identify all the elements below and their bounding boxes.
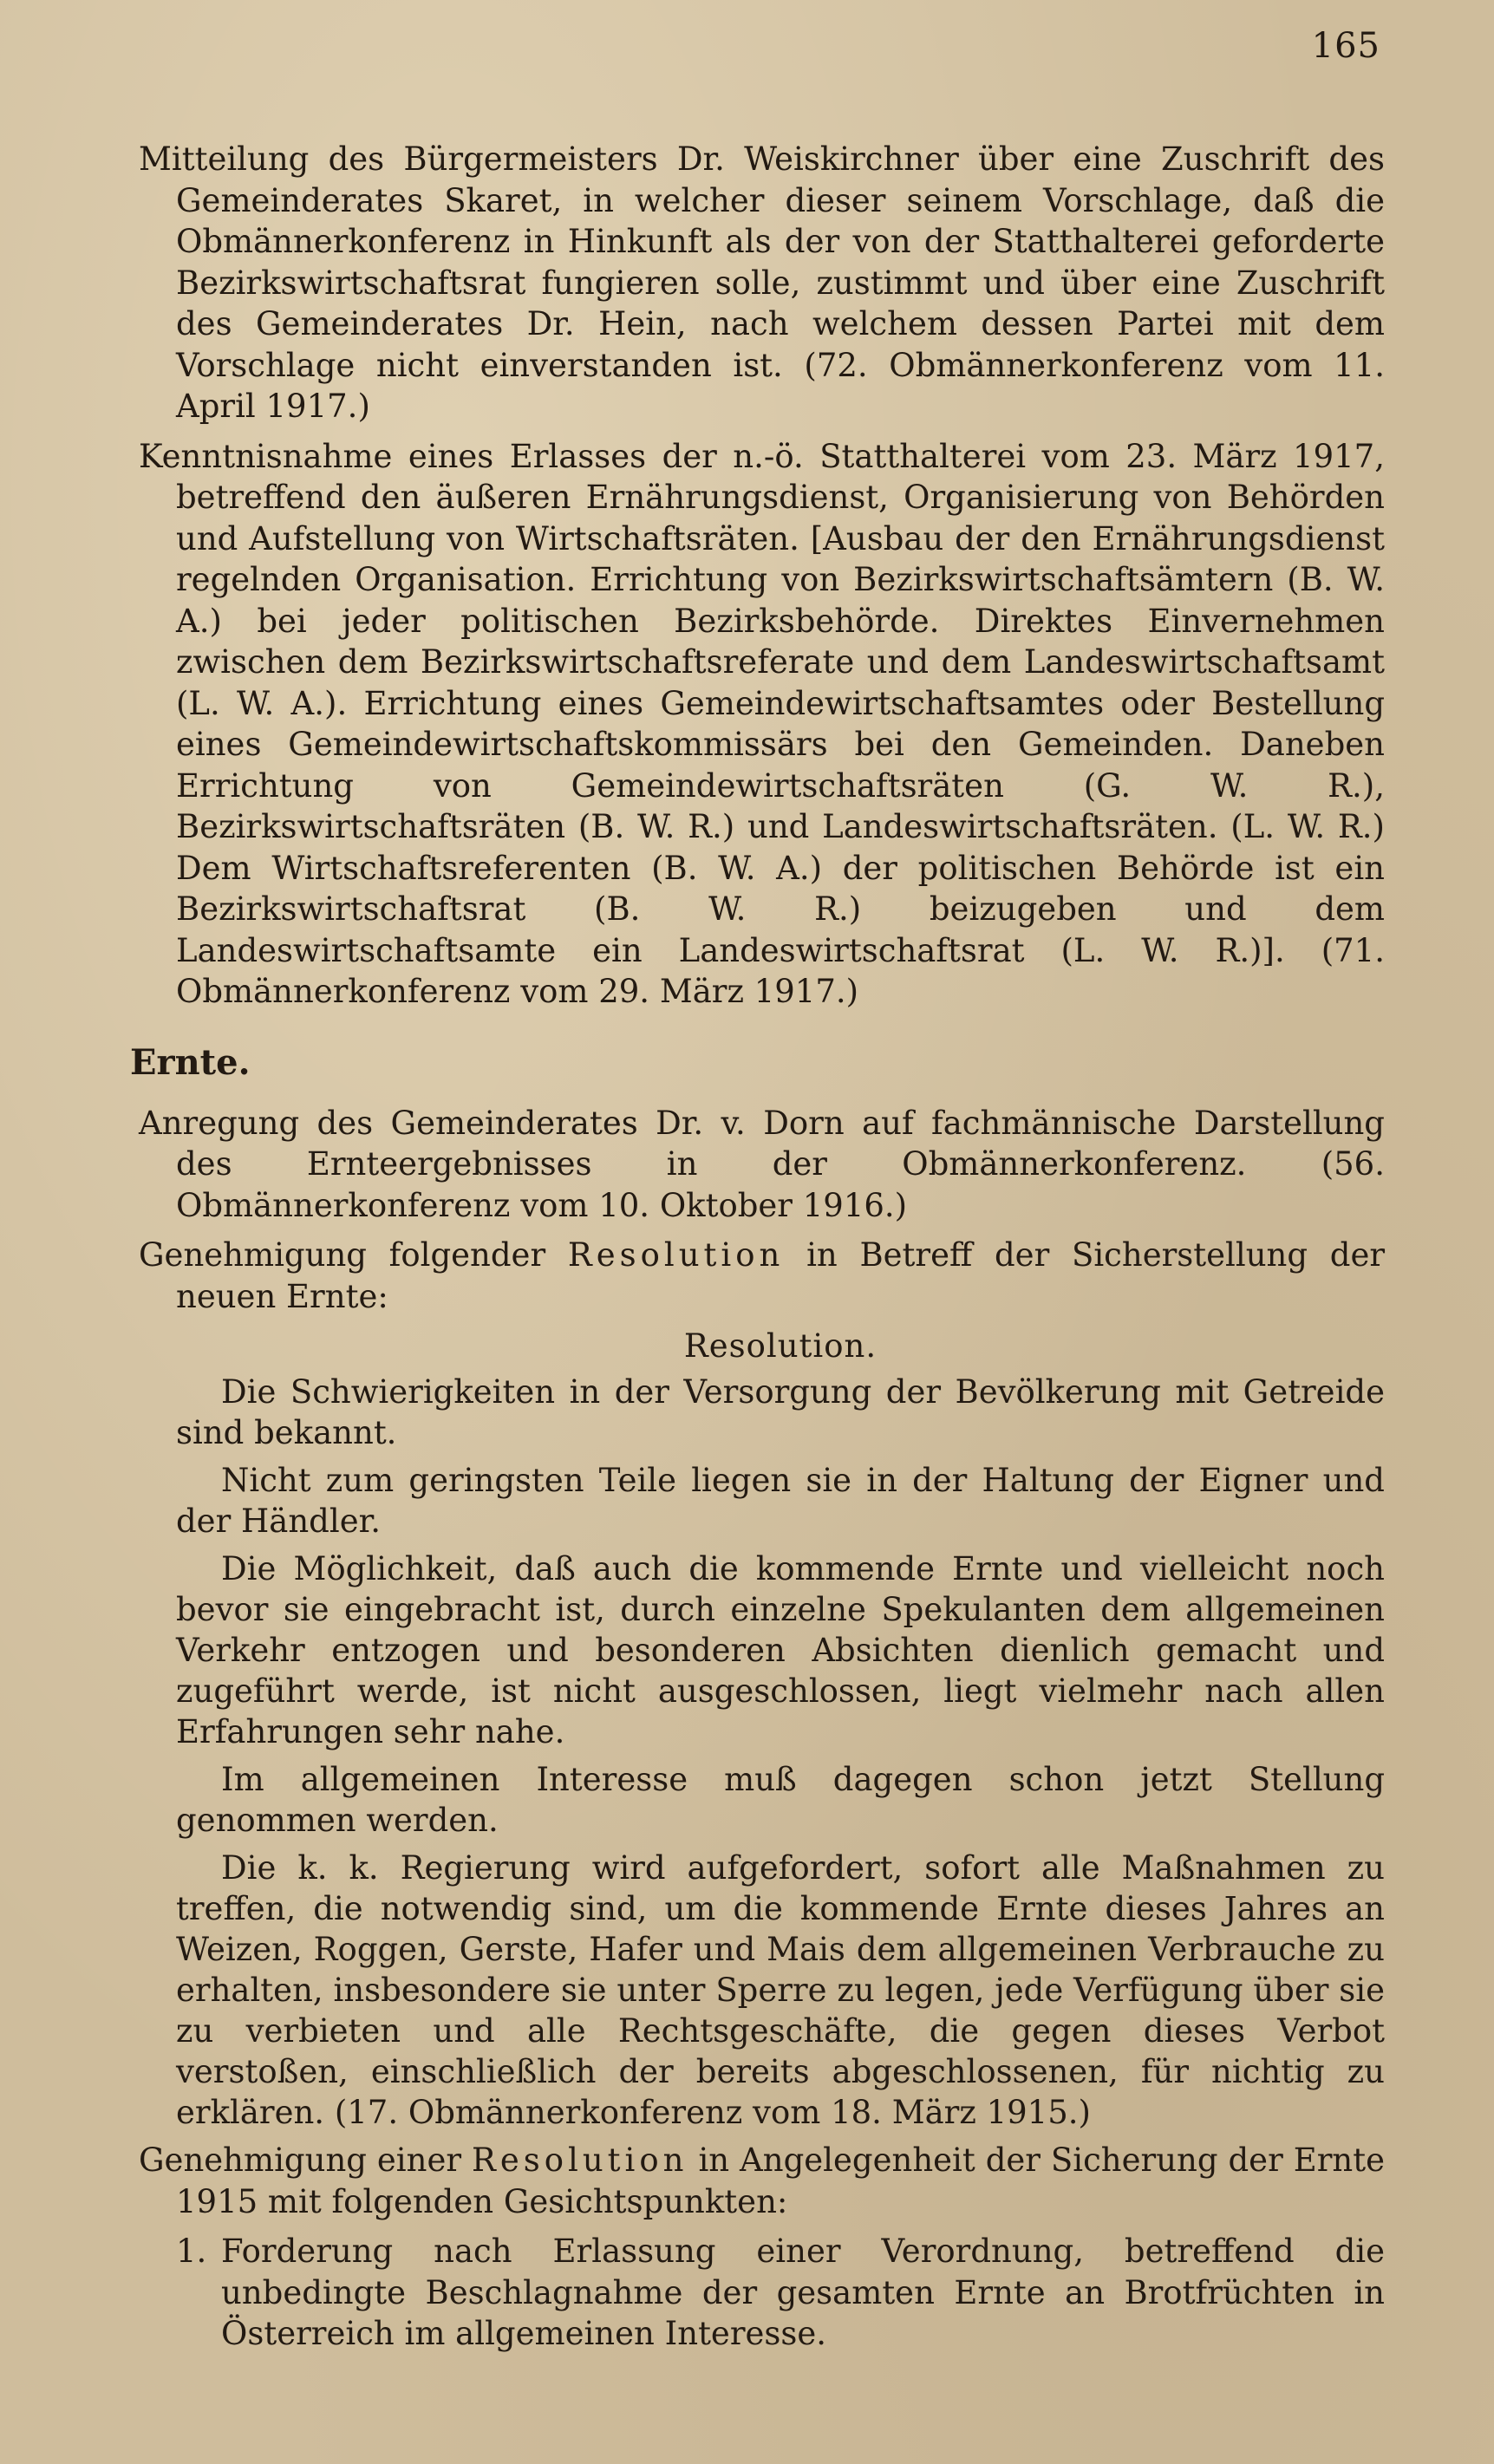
resolution-paragraph: Die Schwierigkeiten in der Versorgung der Bevölkerung mit Getreide sind bekannt.: [176, 1373, 1385, 1451]
entry-rest: in Betreff der Sicherstellung der neuen Ernte:: [176, 1236, 1386, 1315]
resolution-title: Resolution.: [683, 1327, 877, 1365]
entry-anregung: Anregung des Gemeinderates Dr. v. Dorn auf fachmännische Darstellung des Ernteergebnisses in der Obmännerkonferenz. (56. Obmännerkonferenz vom 10. Oktober 1916.): [139, 1104, 1385, 1224]
numbered-item: [139, 2231, 1385, 2355]
resolution-paragraph: Die Möglichkeit, daß auch die kommende Ernte und vielleicht noch bevor sie eingebracht ist, durch einzelne Spekulanten dem allgemeinen Verkehr entzogen und besonderen Absichten dienlich gemacht und zugeführt werde, ist nicht ausgeschlossen, liegt vielmehr nach allen Erfahrungen sehr nahe.: [176, 1550, 1385, 1750]
entry-genehmigung-ernte-1915: [139, 2140, 1385, 2222]
page-number: 165: [1311, 26, 1380, 66]
entry-rest: in Angelegenheit der Sicherung der Ernte 1915 mit folgenden Gesichtspunkten:: [176, 2141, 1385, 2220]
numbered-item-text: Forderung nach Erlassung einer Verordnung, betreffend die unbedingte Beschlagnahme der gesamten Ernte an Brotfrüchten in Österreich im allgemeinen Interesse.: [221, 2233, 1385, 2352]
section-heading: Ernte.: [130, 1041, 251, 1083]
text-column: [130, 139, 1386, 2355]
entry-kenntnisnahme: Kenntnisnahme eines Erlasses der n.-ö. Statthalterei vom 23. März 1917, betreffend den äußeren Ernährungsdienst, Organisierung von Behörden und Aufstellung von Wirtschaftsräten. [Ausbau der den Ernährungsdienst regelnden Organisation. Errichtung von Bezirkswirtschaftsämtern (B. W. A.) bei jeder politischen Bezirksbehörde. Direktes Einvernehmen zwischen dem Bezirkswirtschaftsreferate und dem Landeswirtschaftsamt (L. W. A.). Errichtung eines Gemeindewirtschaftsamtes oder Bestellung eines Gemeindewirtschaftskommissärs bei den Gemeinden. Daneben Errichtung von Gemeindewirtschaftsräten (G. W. R.), Bezirkswirtschaftsräten (B. W. R.) und Landeswirtschaftsräten. (L. W. R.) Dem Wirtschaftsreferenten (B. W. A.) der politischen Behörde ist ein Bezirkswirtschaftsrat (B. W. R.) beizugeben und dem Landeswirtschaftsamte ein Landeswirtschaftsrat (L. W. R.)]. (71. Obmännerkonferenz vom 29. März 1917.): [139, 437, 1385, 1010]
resolution-paragraph: Die k. k. Regierung wird aufgefordert, sofort alle Maßnahmen zu treffen, die notwendig sind, um die kommende Ernte dieses Jahres an Weizen, Roggen, Gerste, Hafer und Mais dem allgemeinen Verbrauche zu erhalten, insbesondere sie unter Sperre zu legen, jede Verfügung über sie zu verbieten und alle Rechtsgeschäfte, die gegen dieses Verbot verstoßen, einschließlich der bereits abgeschlossenen, für nichtig zu erklären. (17. Obmännerkonferenz vom 18. März 1915.): [176, 1849, 1385, 2131]
resolution-paragraph: Nicht zum geringsten Teile liegen sie in der Haltung der Eigner und der Händler.: [176, 1462, 1385, 1540]
entry-lead: Genehmigung folgender: [139, 1236, 546, 1274]
resolution-block: [139, 1326, 1385, 2133]
entry-genehmigung-resolution: [139, 1235, 1385, 1317]
numbered-item-number: 1.: [176, 2233, 207, 2270]
entry-lead: Genehmigung einer: [139, 2141, 462, 2179]
resolution-paragraph: Im allgemeinen Interesse muß dagegen schon jetzt Stellung genommen werden.: [176, 1761, 1385, 1839]
entry-mitteilung: Mitteilung des Bürgermeisters Dr. Weiskirchner über eine Zuschrift des Gemeinderates Skaret, in welcher dieser seinem Vorschlage, daß die Obmännerkonferenz in Hinkunft als der von der Statthalterei geforderte Bezirkswirtschaftsrat fungieren solle, zustimmt und über eine Zuschrift des Gemeinderates Dr. Hein, nach welchem dessen Partei mit dem Vorschlage nicht einverstanden ist. (72. Obmännerkonferenz vom 11. April 1917.): [139, 140, 1385, 425]
entry-spaced-word: Resolution: [472, 2141, 688, 2179]
entry-spaced-word: Resolution: [567, 1236, 785, 1274]
